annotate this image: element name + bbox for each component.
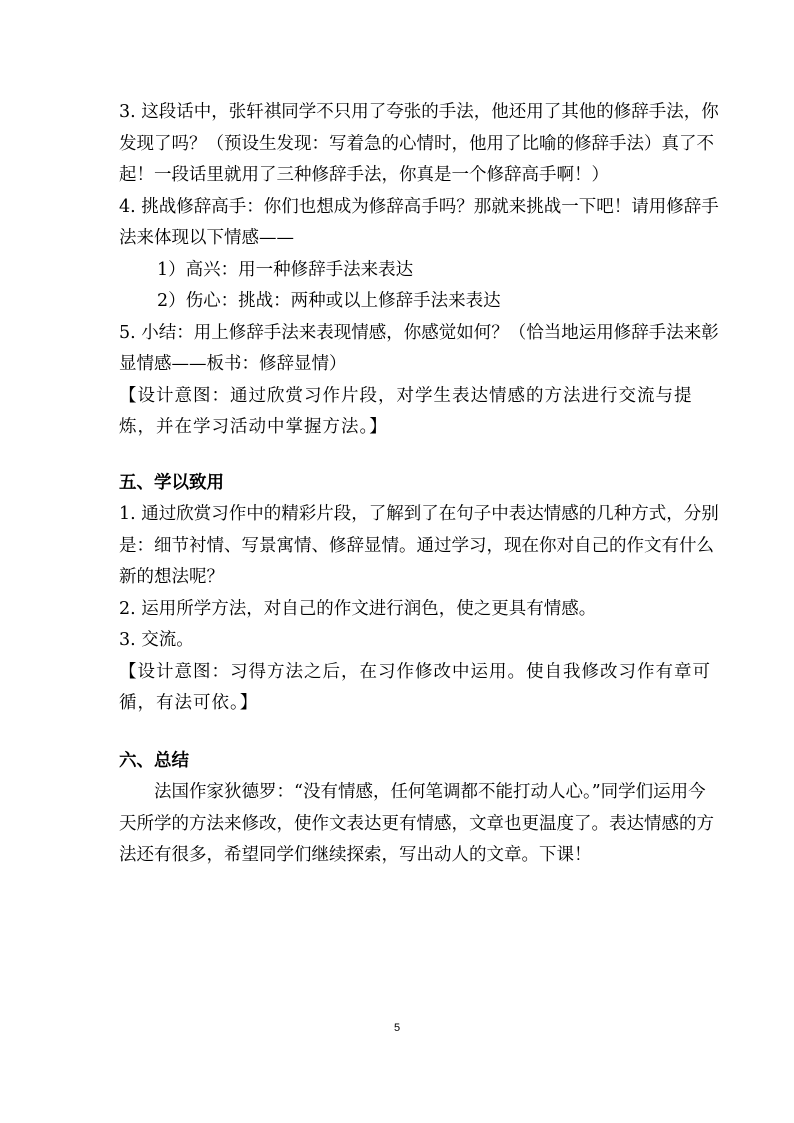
section6-heading: 六、总结 [119, 750, 189, 771]
section4-item4: 4. 挑战修辞高手：你们也想成为修辞高手吗？那就来挑战一下吧！请用修辞手法来体现以下情感—— [119, 196, 719, 248]
section4-design-note: 【设计意图：通过欣赏习作片段，对学生表达情感的方法进行交流与提炼，并在学习活动中掌握方法。】 [119, 385, 693, 437]
section6-paragraph: 法国作家狄德罗：“没有情感，任何笔调都不能打动人心。”同学们运用今天所学的方法来修改，使作文表达更有情感，文章也更温度了。表达情感的方法还有很多，希望同学们继续探索，写出动人的文章。下课！ [119, 782, 714, 865]
section5-item1: 1. 通过欣赏习作中的精彩片段，了解到了在句子中表达情感的几种方式，分别是：细节衬情、写景寓情、修辞显情。通过学习，现在你对自己的作文有什么新的想法呢？ [119, 504, 719, 587]
section-gap [119, 444, 719, 468]
section5-heading: 五、学以致用 [119, 472, 224, 493]
section-gap [119, 720, 719, 746]
section5-item3: 3. 交流。 [119, 630, 194, 650]
document-body [119, 97, 719, 872]
section5-design-note: 【设计意图：习得方法之后，在习作修改中运用。使自我修改习作有章可循，有法可依。】 [119, 661, 711, 713]
section4-item3: 3. 这段话中，张轩祺同学不只用了夸张的手法，他还用了其他的修辞手法，你发现了吗？（预设生发现：写着急的心情时，他用了比喻的修辞手法）真了不起！一段话里就用了三种修辞手法，你真是一个修辞高手啊！） [119, 102, 719, 185]
section4-item4-sub1: 1）高兴：用一种修辞手法来表达 [157, 259, 414, 280]
page-number: 5 [393, 1022, 401, 1034]
section5-item2: 2. 运用所学方法，对自己的作文进行润色，使之更具有情感。 [119, 598, 597, 619]
section4-item4-sub2: 2）伤心：挑战：两种或以上修辞手法来表达 [157, 291, 501, 311]
section4-item5: 5. 小结：用上修辞手法来表现情感，你感觉如何？（恰当地运用修辞手法来彰显情感——板书：修辞显情） [119, 322, 719, 374]
